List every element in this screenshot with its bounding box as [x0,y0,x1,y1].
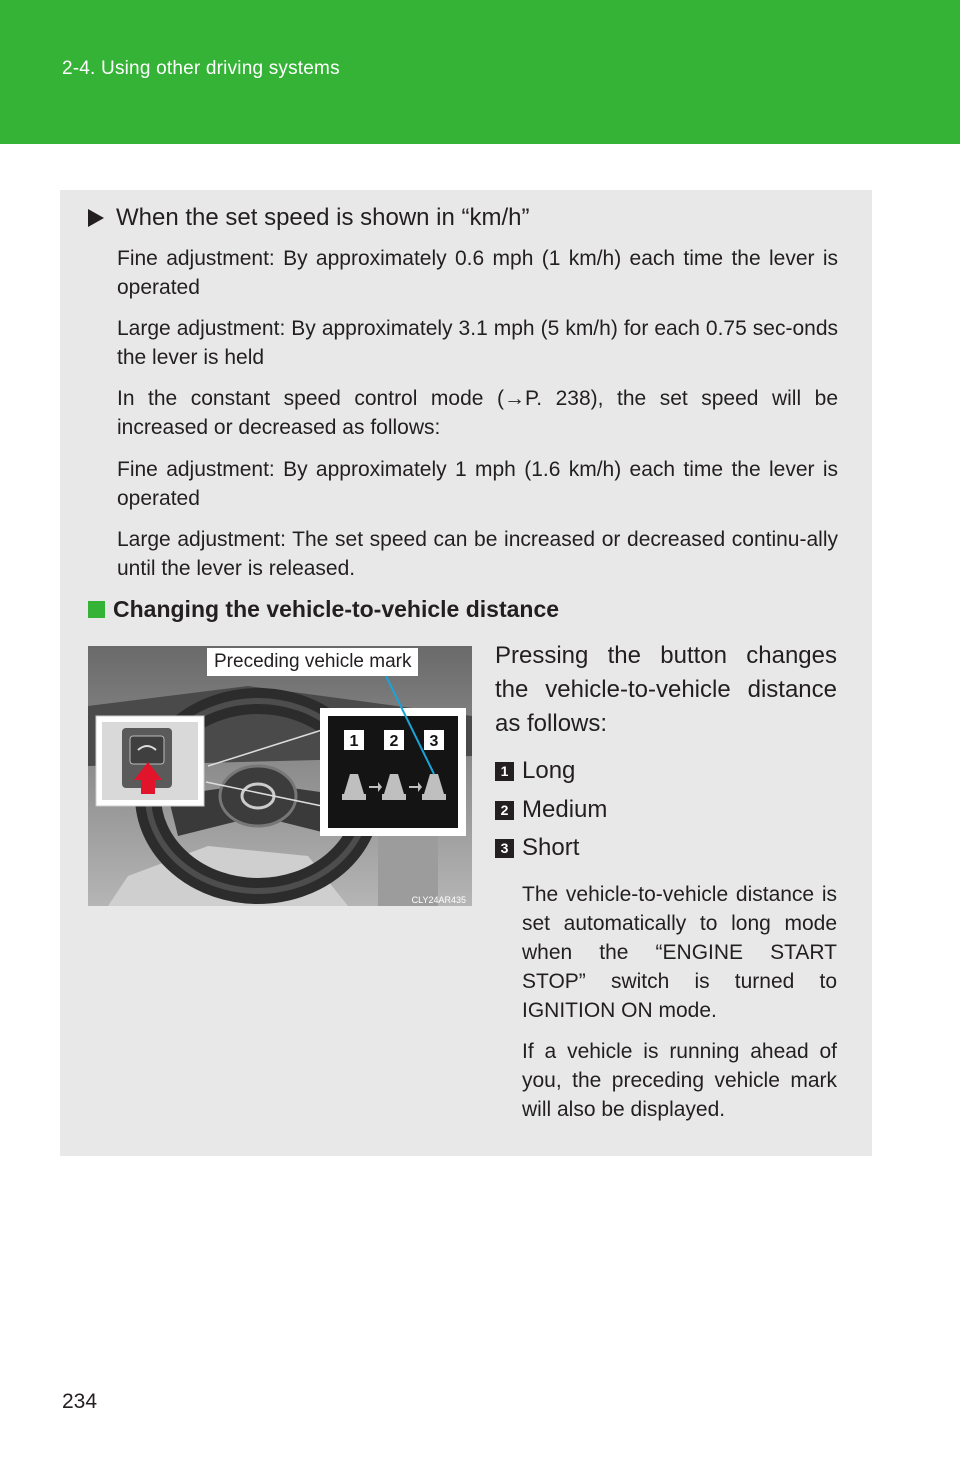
large-adjustment-kmh: Large adjustment: By approximately 3.1 mph (5 km/h) for each 0.75 sec-onds the lever is held [117,317,838,369]
fine-adjustment-kmh: Fine adjustment: By approximately 0.6 mph (1 km/h) each time the lever is operated [117,247,838,299]
distance-intro: Pressing the button changes the vehicle-to-vehicle distance as follows: [495,642,837,737]
distance-item-medium [495,796,607,824]
distance-item-short [495,834,579,862]
constant-speed-note: In the constant speed control mode (→P. 238), the set speed will be increased or decreased as follows: [117,387,838,439]
distance-item-label: Medium [522,796,608,823]
steering-wheel-illustration [88,646,472,906]
display-number-1: 1 [349,733,359,750]
page-number: 234 [62,1390,98,1413]
display-number-2: 2 [389,733,399,750]
preceding-vehicle-mark-callout: Preceding vehicle mark [207,648,418,676]
preceding-vehicle-note: If a vehicle is running ahead of you, the preceding vehicle mark will also be displayed. [522,1040,837,1121]
display-number-3: 3 [429,733,439,750]
triangle-bullet-icon [88,209,104,227]
fine-adjustment-constant: Fine adjustment: By approximately 1 mph (1.6 km/h) each time the lever is operated [117,458,838,510]
kmh-heading [88,204,530,232]
number-box-icon: 3 [495,839,514,858]
square-bullet-icon [88,601,105,618]
section-title: 2-4. Using other driving systems [62,58,340,79]
number-box-icon: 1 [495,762,514,781]
distance-item-long [495,757,575,785]
dashboard-svg [88,646,472,906]
distance-heading-text: Changing the vehicle-to-vehicle distance [113,596,560,622]
distance-heading [88,596,559,623]
long-mode-note: The vehicle-to-vehicle distance is set automatically to long mode when the “ENGINE START STOP” switch is turned to IGNITION ON mode. [522,883,837,1022]
distance-item-label: Short [522,834,580,861]
distance-item-label: Long [522,757,576,784]
image-code: CLY24AR435 [411,895,466,905]
number-box-icon: 2 [495,801,514,820]
large-adjustment-constant: Large adjustment: The set speed can be increased or decreased continu-ally until the lever is released. [117,528,838,580]
kmh-heading-text: When the set speed is shown in “km/h” [116,204,530,231]
